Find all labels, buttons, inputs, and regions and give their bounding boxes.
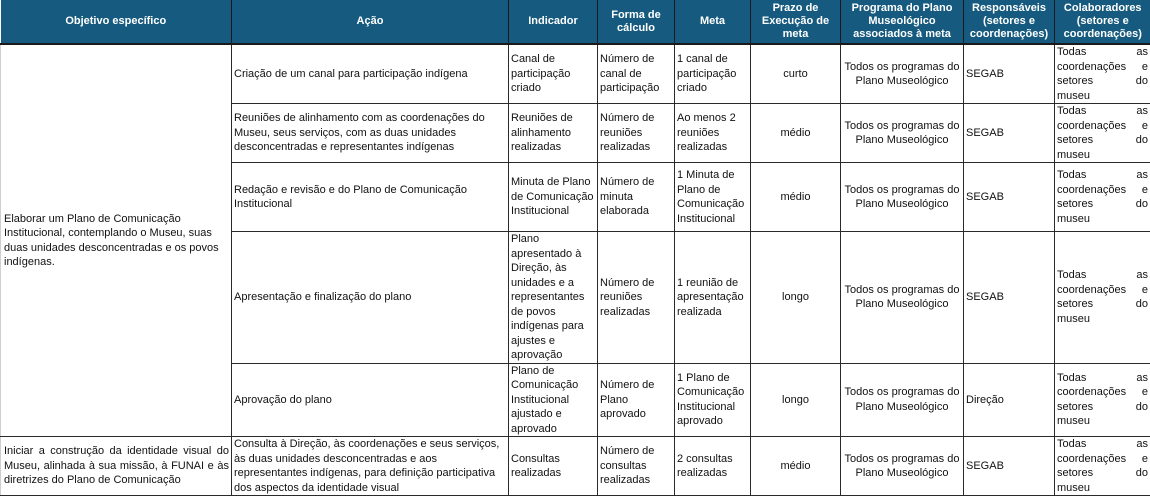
responsaveis-cell: SEGAB	[964, 104, 1055, 163]
collab-word: do	[1136, 297, 1148, 312]
indicador-cell: Minuta de Plano de Comunicação Institucional	[509, 163, 598, 232]
prazo-cell: longo	[751, 363, 841, 437]
colaboradores-cell	[1055, 232, 1150, 364]
responsaveis-cell: Direção	[964, 363, 1055, 437]
header-acao: Ação	[232, 0, 509, 44]
collab-word: e	[1142, 385, 1148, 400]
meta-cell: 1 Minuta de Plano de Comunicação Institucional	[675, 163, 751, 232]
collab-word: e	[1142, 283, 1148, 298]
collab-word: e	[1142, 60, 1148, 75]
collab-word: e	[1142, 183, 1148, 198]
colaboradores-cell	[1055, 104, 1150, 163]
programa-cell: Todos os programas do Plano Museológico	[841, 437, 964, 496]
programa-cell: Todos os programas do Plano Museológico	[841, 104, 964, 163]
responsaveis-cell: SEGAB	[964, 232, 1055, 364]
forma-calculo-cell: Número de minuta elaborada	[598, 163, 675, 232]
collab-word: setores	[1057, 133, 1093, 148]
collab-word: as	[1136, 268, 1148, 283]
forma-calculo-cell: Número de Plano aprovado	[598, 363, 675, 437]
collab-word: as	[1136, 371, 1148, 386]
prazo-cell: médio	[751, 104, 841, 163]
header-objetivo: Objetivo específico	[1, 0, 232, 44]
collab-word: setores	[1057, 466, 1093, 481]
indicador-cell: Plano apresentado à Direção, às unidades e a representantes de povos indígenas para ajustes e aprovação	[509, 232, 598, 364]
collab-word: Todas	[1057, 437, 1086, 452]
acao-cell: Apresentação e finalização do plano	[232, 232, 509, 364]
collab-word: setores	[1057, 74, 1093, 89]
collab-word: museu	[1057, 414, 1090, 429]
indicador-cell: Canal de participação criado	[509, 44, 598, 104]
programa-cell: Todos os programas do Plano Museológico	[841, 163, 964, 232]
collab-word: setores	[1057, 297, 1093, 312]
collab-word: e	[1142, 119, 1148, 134]
meta-cell: 1 canal de participação criado	[675, 44, 751, 104]
collab-word: do	[1136, 133, 1148, 148]
header-programa: Programa do Plano Museológico associados à meta	[841, 0, 964, 44]
collab-word: setores	[1057, 400, 1093, 415]
forma-calculo-cell: Número de reuniões realizadas	[598, 232, 675, 364]
objective-cell: Iniciar a construção da identidade visual do Museu, alinhada à sua missão, à FUNAI e às diretrizes do Plano de Comunicação	[1, 437, 232, 496]
header-indicador: Indicador	[509, 0, 598, 44]
forma-calculo-cell: Número de consultas realizadas	[598, 437, 675, 496]
prazo-cell: médio	[751, 163, 841, 232]
header-forma-calculo: Forma de cálculo	[598, 0, 675, 44]
programa-cell: Todos os programas do Plano Museológico	[841, 363, 964, 437]
collab-word: do	[1136, 400, 1148, 415]
acao-cell: Redação e revisão e do Plano de Comunicação Institucional	[232, 163, 509, 232]
forma-calculo-cell: Número de reuniões realizadas	[598, 104, 675, 163]
collab-word: as	[1136, 168, 1148, 183]
header-row	[1, 0, 1150, 44]
responsaveis-cell: SEGAB	[964, 437, 1055, 496]
collab-word: coordenações	[1057, 385, 1126, 400]
table-row	[1, 44, 1150, 104]
responsaveis-cell: SEGAB	[964, 163, 1055, 232]
collab-word: coordenações	[1057, 60, 1126, 75]
colaboradores-cell	[1055, 363, 1150, 437]
collab-word: setores	[1057, 197, 1093, 212]
acao-cell: Reuniões de alinhamento com as coordenações do Museu, seus serviços, com as duas unidades desconcentradas e representantes indígenas	[232, 104, 509, 163]
collab-word: Todas	[1057, 168, 1086, 183]
prazo-cell: médio	[751, 437, 841, 496]
collab-word: as	[1136, 45, 1148, 60]
prazo-cell: curto	[751, 44, 841, 104]
colaboradores-cell	[1055, 437, 1150, 496]
header-colaboradores: Colaboradores (setores e coordenações)	[1055, 0, 1150, 44]
collab-word: Todas	[1057, 371, 1086, 386]
collab-word: do	[1136, 466, 1148, 481]
meta-cell: 2 consultas realizadas	[675, 437, 751, 496]
collab-word: coordenações	[1057, 283, 1126, 298]
acao-cell: Criação de um canal para participação indígena	[232, 44, 509, 104]
objective-cell: Elaborar um Plano de Comunicação Institucional, contemplando o Museu, suas duas unidades desconcentradas e os povos indígenas.	[1, 44, 232, 437]
collab-word: coordenações	[1057, 183, 1126, 198]
collab-word: coordenações	[1057, 119, 1126, 134]
colaboradores-cell	[1055, 44, 1150, 104]
prazo-cell: longo	[751, 232, 841, 364]
table-row	[1, 437, 1150, 496]
header-prazo: Prazo de Execução de meta	[751, 0, 841, 44]
acao-cell: Consulta à Direção, às coordenações e seus serviços, às duas unidades desconcentradas e aos representantes indígenas, para definição participativa dos aspectos da identidade visual	[232, 437, 509, 496]
collab-word: Todas	[1057, 104, 1086, 119]
meta-cell: 1 reunião de apresentação realizada	[675, 232, 751, 364]
collab-word: as	[1136, 104, 1148, 119]
collab-word: coordenações	[1057, 452, 1126, 467]
collab-word: Todas	[1057, 45, 1086, 60]
indicador-cell: Reuniões de alinhamento realizadas	[509, 104, 598, 163]
programa-cell: Todos os programas do Plano Museológico	[841, 232, 964, 364]
programa-cell: Todos os programas do Plano Museológico	[841, 44, 964, 104]
acao-cell: Aprovação do plano	[232, 363, 509, 437]
header-meta: Meta	[675, 0, 751, 44]
colaboradores-cell	[1055, 163, 1150, 232]
collab-word: e	[1142, 452, 1148, 467]
meta-cell: 1 Plano de Comunicação Institucional aprovado	[675, 363, 751, 437]
forma-calculo-cell: Número de canal de participação	[598, 44, 675, 104]
responsaveis-cell: SEGAB	[964, 44, 1055, 104]
collab-word: do	[1136, 197, 1148, 212]
collab-word: Todas	[1057, 268, 1086, 283]
collab-word: museu	[1057, 89, 1090, 104]
collab-word: museu	[1057, 481, 1090, 496]
header-responsaveis: Responsáveis (setores e coordenações)	[964, 0, 1055, 44]
collab-word: museu	[1057, 312, 1090, 327]
meta-cell: Ao menos 2 reuniões realizadas	[675, 104, 751, 163]
indicador-cell: Consultas realizadas	[509, 437, 598, 496]
indicador-cell: Plano de Comunicação Institucional ajustado e aprovado	[509, 363, 598, 437]
collab-word: as	[1136, 437, 1148, 452]
collab-word: do	[1136, 74, 1148, 89]
collab-word: museu	[1057, 212, 1090, 227]
collab-word: museu	[1057, 148, 1090, 163]
